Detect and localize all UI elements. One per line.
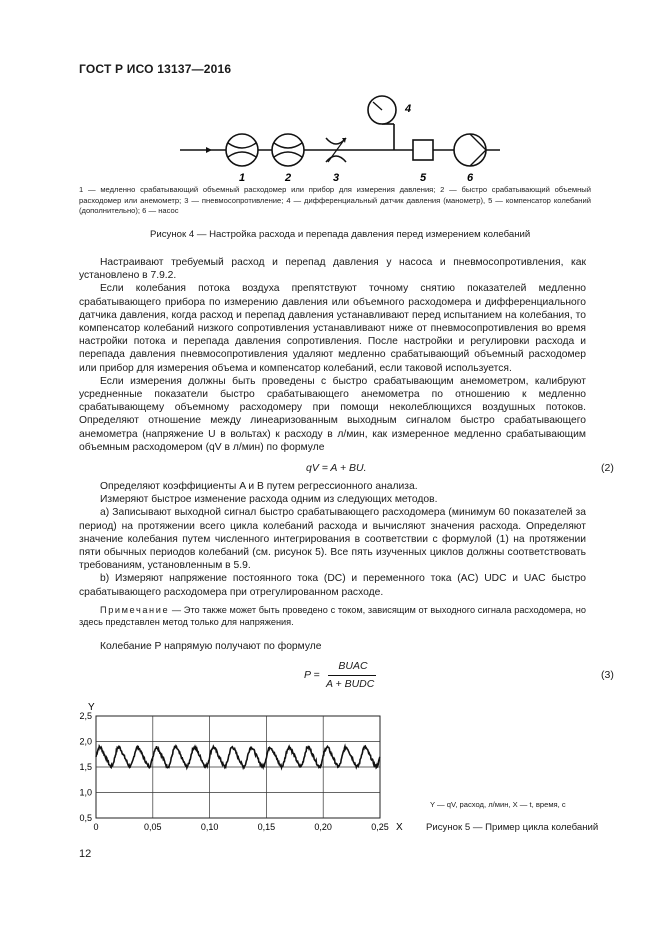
figure-4-diagram <box>170 90 510 190</box>
paragraph: Если колебания потока воздуха препятствуют точному снятию показателей медленно срабатывающего прибора по измерению давления или объемного расходомера и дифференциального датчика давления, когда расход и перепад давления устанавливают перед испытанием на колебания, то компенсатор колебаний низкого сопротивления устанавливают ниже от пневмосопротивления во время настройки потока и перепада давления сопротивления. После настройки и регулировки расхода и перепада давления пневмосопротивления удаляют медленно срабатывающий объемный расходомер или прибор для измерения объема и компенсатор колебаний, если таковой используется. <box>79 283 586 374</box>
y-tick-label: 1,5 <box>79 762 92 772</box>
note-label: Примечание <box>100 605 170 615</box>
paragraph: a) Записывают выходной сигнал быстро срабатывающего расходомера (минимум 60 показателей за период) на протяжении всего цикла колебаний расхода и вычисляют значения расхода. Определяют значение колебания путем численного интегрирования в соответствии с формулой (1) на протяжении пяти обычных периодов колебаний (см. рисунок 5). Все пять изученных циклов должны соответствовать требованиям, установленным в 5.9. <box>79 507 586 572</box>
legend-item: 1 — медленно срабатывающий объемный расходомер или прибор для измерения давления <box>79 185 434 194</box>
y-axis-label: Y <box>88 702 95 713</box>
flow-arrow <box>206 147 212 153</box>
diagram-label-5: 5 <box>419 172 427 184</box>
paragraph: Измеряют быстрое изменение расхода одним из следующих методов. <box>100 494 438 506</box>
compensator-5-symbol <box>413 140 433 160</box>
formula-3-lhs: P = <box>304 669 320 681</box>
x-tick-label: 0,15 <box>257 822 276 832</box>
x-tick-label: 0,10 <box>200 822 219 832</box>
legend-item: 4 — дифференциальный датчик давления (манометр) <box>286 195 484 205</box>
legend-item: 2 — быстро срабатывающий объемный расходомер или анемометр <box>79 185 591 205</box>
note-text: — Это также может быть проведено с током, зависящим от выходного сигнала расходомера, но здесь представлен метод только для напряжения. <box>79 605 586 627</box>
paragraph: Если измерения должны быть проведены с быстро срабатывающим анемометром, калибруют усредненные показатели быстро срабатывающего анемометра по отношению к медленно срабатывающему объемному расходомеру при помощи неколеблющихся воздушных потоков. Определяют отношение между линеаризованным выходным сигналом быстро срабатывающего анемометра (напряжение U в вольтах) к расходу в л/мин, как измеренное медленно срабатывающим объемным расходомером (qV в л/мин) по формуле <box>79 375 586 453</box>
x-tick-label: 0 <box>93 822 99 832</box>
legend-item: 5 — компенсатор колебаний (дополнительно) <box>79 195 591 215</box>
paragraph: Колебание P напрямую получают по формуле <box>100 641 322 652</box>
anemometer-2-symbol <box>272 134 304 166</box>
diagram-label-4: 4 <box>404 103 412 115</box>
x-tick-label: 0,20 <box>314 822 332 832</box>
legend-item: 3 — пневмосопротивление <box>184 195 282 205</box>
formula-2-number: (2) <box>601 462 614 474</box>
figure-5-chart <box>70 690 415 840</box>
page-number: 12 <box>79 848 92 860</box>
methods-text-block <box>79 480 586 599</box>
y-tick-label: 0,5 <box>79 813 92 823</box>
fraction-bar <box>328 675 376 676</box>
note <box>79 604 586 628</box>
manometer-4-symbol <box>368 96 396 150</box>
x-axis-label: X <box>396 822 403 833</box>
formula-3-intro <box>79 640 586 653</box>
main-text-block <box>79 256 586 454</box>
diagram-label-6: 6 <box>466 172 474 184</box>
formula-3-number: (3) <box>601 669 614 681</box>
paragraph: b) Измеряют напряжение постоянного тока (DC) и переменного тока (AC) UDC и UAC быстро срабатывающего расходомера при отрегулированном расходе. <box>79 573 586 598</box>
page-header: ГОСТ Р ИСО 13137—2016 <box>79 62 232 76</box>
formula-2: qV = A + BU. <box>306 462 367 474</box>
series-line-qv <box>96 746 380 768</box>
figure-4-legend: 1 — медленно срабатывающий объемный расходомер или прибор для измерения давления; 2 — быстро срабатывающий объемный расходомер или анемометр; 3 — пневмосопротивление; 4 — дифференциальный датчик давления (манометр), 5 — компенсатор колебаний (дополнительно); 6 — насос <box>79 185 591 215</box>
paragraph: Настраивают требуемый расход и перепад давления у насоса и пневмосопротивления, как установлено в 7.9.2. <box>79 257 586 282</box>
y-tick-label: 2,5 <box>79 711 92 721</box>
figure-4-caption: Рисунок 4 — Настройка расхода и перепада давления перед измерением колебаний <box>150 229 531 240</box>
flowmeter-1-symbol <box>226 134 258 166</box>
formula-3-numerator: BUAC <box>338 660 368 672</box>
diagram-label-1: 1 <box>238 172 246 184</box>
x-tick-label: 0,05 <box>144 822 162 832</box>
formula-3-denominator: A + BUDC <box>326 678 375 690</box>
diagram-label-2: 2 <box>284 172 292 184</box>
legend-item: 6 — насос <box>142 206 179 215</box>
figure-5-legend: Y — qV, расход, л/мин, X — t, время, с <box>430 800 566 809</box>
figure-5-caption: Рисунок 5 — Пример цикла колебаний <box>426 822 599 833</box>
x-tick-label: 0,25 <box>371 822 389 832</box>
y-tick-label: 2,0 <box>79 736 92 747</box>
diagram-label-3: 3 <box>332 172 340 184</box>
paragraph: Определяют коэффициенты A и B путем регрессионного анализа. <box>100 481 418 492</box>
y-tick-label: 1,0 <box>79 787 92 798</box>
pump-6-symbol <box>454 134 486 166</box>
